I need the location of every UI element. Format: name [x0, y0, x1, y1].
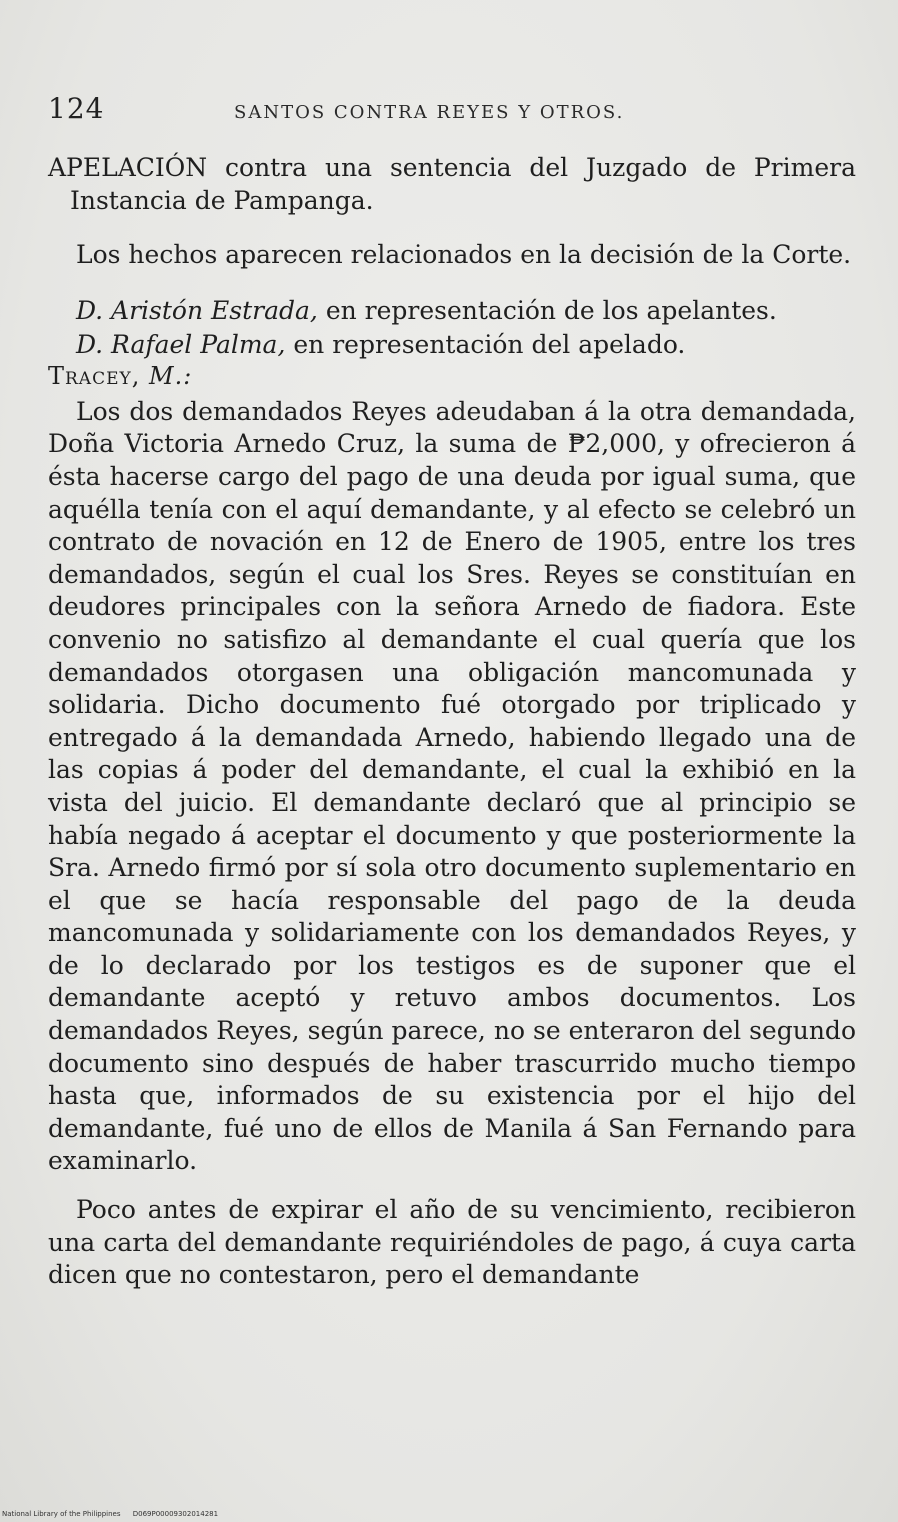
scan-footer [2, 1510, 218, 1518]
running-head: SANTOS CONTRA REYES Y OTROS. [234, 102, 625, 123]
counsel-name: D. Aristón Estrada, [76, 295, 318, 325]
appeal-intro: APELACIÓN contra una sentencia del Juzgado de Primera Instancia de Pampanga. [48, 153, 856, 215]
body-paragraph: Poco antes de expirar el año de su vencimiento, recibieron una carta del demandante requiriéndoles de pago, á cuya carta dicen que no contestaron, pero el demandante [48, 1195, 856, 1290]
footer-source: National Library of the Philippines [2, 1510, 121, 1518]
page-number: 124 [48, 92, 105, 125]
counsel-role: en representación de los apelantes. [325, 295, 777, 325]
counsel-appellee [48, 328, 856, 362]
counsel-list [48, 294, 856, 362]
counsel-name: D. Rafael Palma, [76, 329, 286, 359]
judge-name: Tracey, [48, 361, 141, 390]
counsel-appellants [48, 294, 856, 328]
body-paragraph: Los dos demandados Reyes adeudaban á la otra demandada, Doña Victoria Arnedo Cruz, la suma de ₱2,000, y ofrecieron á ésta hacerse cargo del pago de una deuda por igual suma, que aquélla tenía con el aquí demandante, y al efecto se celebró un contrato de novación en 12 de Enero de 1905, entre los tres demandados, según el cual los Sres. Reyes se constituían en deudores principales con la señora Arnedo de fiadora. Este convenio no satisfizo al demandante el cual quería que los demandados otorgasen una obligación mancomunada y solidaria. Dicho documento fué otorgado por triplicado y entregado á la demandada Arnedo, habiendo llegado una de las copias á poder del demandante, el cual la exhibió en la vista del juicio. El demandante declaró que al principio se había negado á aceptar el documento y que posteriormente la Sra. Arnedo firmó por sí sola otro documento suplementario en el que se hacía responsable del pago de la deuda mancomunada y solidariamente con los demandados Reyes, y de lo declarado por los testigos es de suponer que el demandante aceptó y retuvo ambos documentos. Los demandados Reyes, según parece, no se enteraron del segundo documento sino después de haber trascurrido mucho tiempo hasta que, informados de su existencia por el hijo del demandante, fué uno de ellos de Manila á San Fernando para examinarlo. [48, 396, 856, 1176]
counsel-role: en representación del apelado. [293, 329, 686, 359]
page-header [48, 92, 856, 138]
judge-title: M.: [149, 361, 193, 390]
judge-heading [48, 362, 856, 390]
footer-identifier: D069P00009302014281 [132, 1510, 219, 1518]
facts-statement: Los hechos aparecen relacionados en la decisión de la Corte. [76, 240, 852, 270]
